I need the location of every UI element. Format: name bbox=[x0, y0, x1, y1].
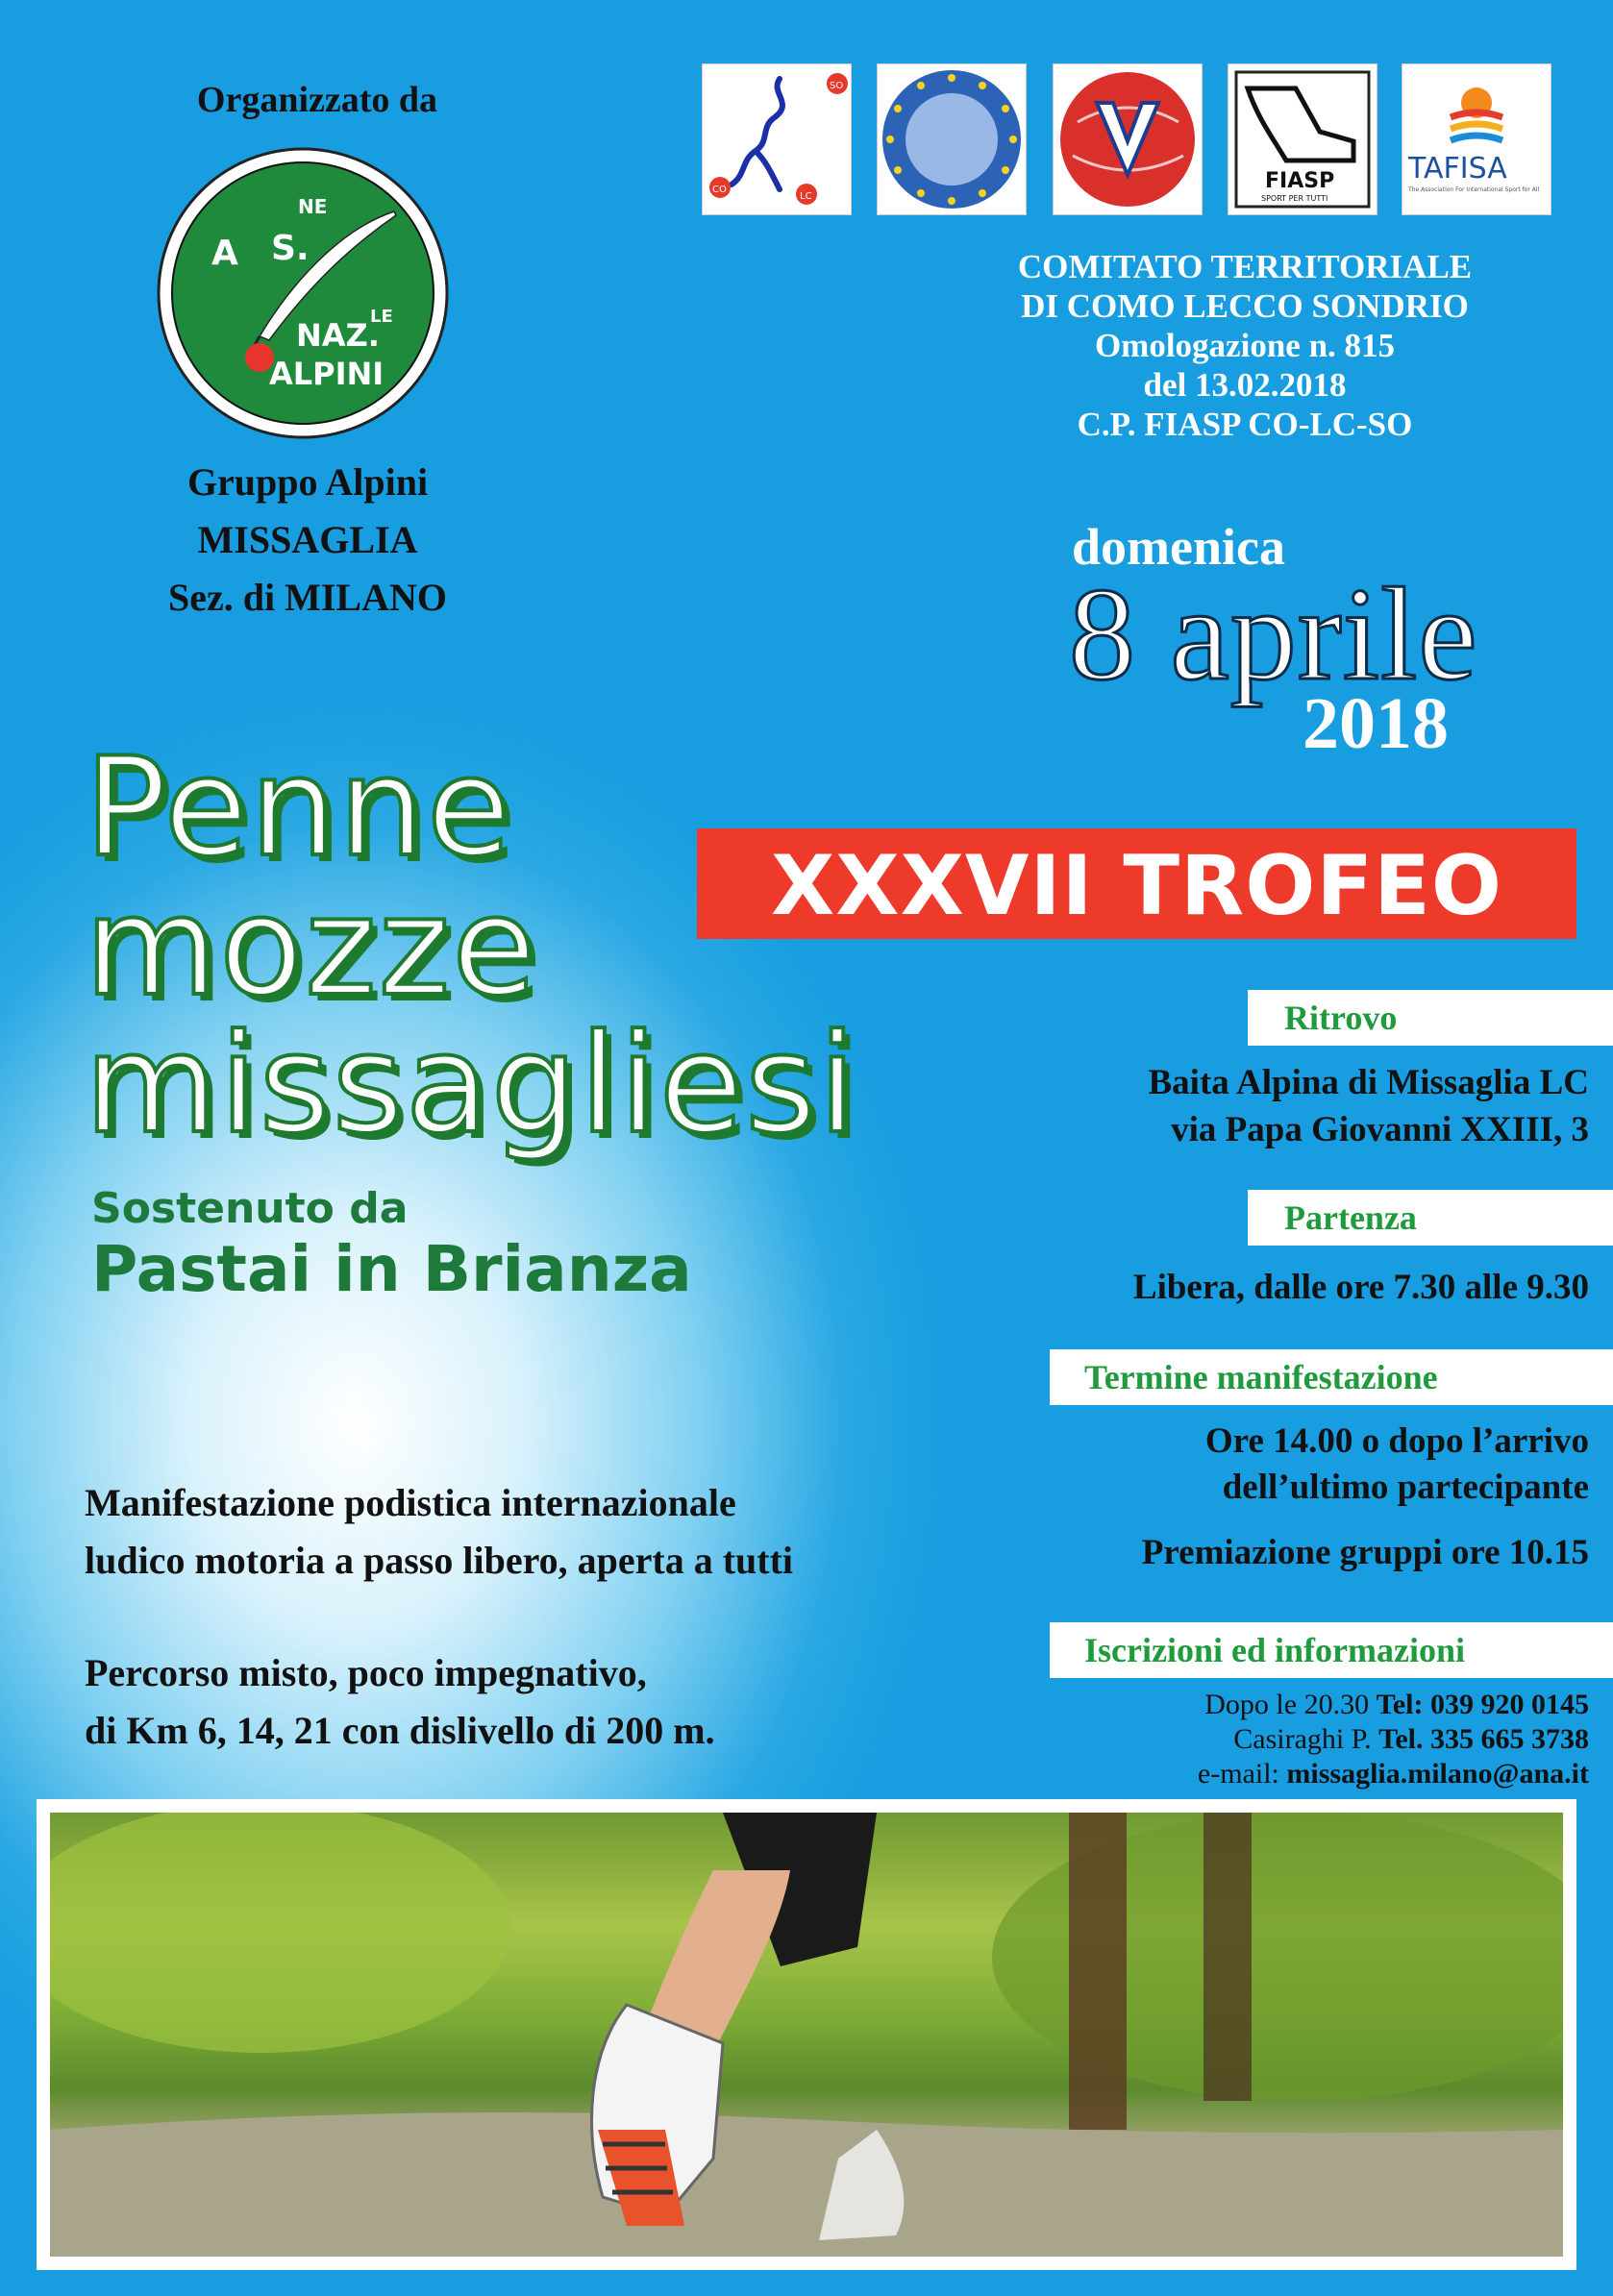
committee-line-2: DI COMO LECCO SONDRIO bbox=[1021, 287, 1469, 325]
title-line-2: mozze bbox=[85, 868, 538, 1026]
svg-text:LE: LE bbox=[370, 307, 393, 327]
sponsor-label: Sostenuto da bbox=[91, 1184, 409, 1233]
partenza-label: Partenza bbox=[1284, 1198, 1417, 1237]
termine-line-2: dell’ultimo partecipante bbox=[1222, 1468, 1589, 1507]
svg-text:FIASP: FIASP bbox=[1265, 169, 1335, 193]
ritrovo-label: Ritrovo bbox=[1284, 999, 1398, 1037]
sponsor-name: Pastai in Brianza bbox=[91, 1232, 692, 1306]
ivv-logo bbox=[1053, 63, 1203, 215]
description-line-1: Manifestazione podistica internazionale bbox=[85, 1481, 736, 1524]
svg-text:LC: LC bbox=[800, 191, 812, 202]
group-name: Gruppo Alpini bbox=[186, 460, 429, 504]
svg-text:CO: CO bbox=[712, 185, 727, 195]
svg-text:SPORT PER TUTTI: SPORT PER TUTTI bbox=[1261, 194, 1328, 203]
committee-line-3: Omologazione n. 815 bbox=[1094, 327, 1396, 364]
description-line-2: ludico motoria a passo libero, aperta a tutti bbox=[85, 1539, 794, 1582]
ritrovo-line-2: via Papa Giovanni XXIII, 3 bbox=[1171, 1110, 1589, 1149]
group-section: Sez. di MILANO bbox=[168, 576, 447, 619]
ivv-europe-icon bbox=[878, 64, 1026, 214]
svg-text:SO: SO bbox=[830, 81, 844, 91]
termine-label: Termine manifestazione bbox=[1084, 1358, 1438, 1396]
tafisa-logo bbox=[1402, 63, 1551, 215]
title-line-1: Penne bbox=[85, 728, 513, 887]
ritrovo-label-box bbox=[1248, 990, 1613, 1046]
svg-text:TAFISA: TAFISA bbox=[1408, 152, 1507, 185]
fiasp-icon bbox=[1228, 64, 1377, 214]
contact-email[interactable]: e-mail: missaglia.milano@ana.it bbox=[1197, 1758, 1589, 1790]
ivv-globe-icon bbox=[1054, 64, 1202, 214]
event-year: 2018 bbox=[1303, 683, 1449, 764]
ivv-europe-logo bbox=[877, 63, 1027, 215]
contact-line-2: Casiraghi P. Tel. 335 665 3738 bbox=[1233, 1723, 1589, 1755]
group-town: MISSAGLIA bbox=[197, 518, 418, 561]
organized-by-label: Organizzato da bbox=[196, 80, 438, 120]
svg-text:NE: NE bbox=[298, 195, 328, 218]
fiasp-logo bbox=[1228, 63, 1377, 215]
termine-line-1: Ore 14.00 o dopo l’arrivo bbox=[1204, 1421, 1589, 1461]
contact-line-1: Dopo le 20.30 Tel: 039 920 0145 bbox=[1204, 1689, 1589, 1720]
route-line-1: Percorso misto, poco impegnativo, bbox=[85, 1651, 647, 1694]
event-date: 8 aprile bbox=[1069, 560, 1478, 707]
lake-map-icon bbox=[703, 64, 851, 214]
premiazione-text: Premiazione gruppi ore 10.15 bbox=[1141, 1533, 1589, 1572]
ritrovo-line-1: Baita Alpina di Missaglia LC bbox=[1148, 1063, 1589, 1102]
committee-line-1: COMITATO TERRITORIALE bbox=[1017, 248, 1473, 285]
trofeo-title: XXXVII TROFEO bbox=[770, 838, 1502, 934]
iscrizioni-label: Iscrizioni ed informazioni bbox=[1084, 1631, 1465, 1669]
ana-logo bbox=[154, 144, 452, 442]
termine-label-box bbox=[1050, 1349, 1613, 1405]
committee-line-5: C.P. FIASP CO-LC-SO bbox=[1077, 406, 1413, 443]
como-lecco-sondrio-logo bbox=[702, 63, 852, 215]
event-weekday: domenica bbox=[1072, 518, 1285, 576]
committee-line-4: del 13.02.2018 bbox=[1143, 366, 1347, 404]
runner-photo bbox=[50, 1813, 1563, 2257]
svg-text:NAZ.: NAZ. bbox=[296, 317, 380, 354]
svg-text:A: A bbox=[211, 234, 238, 273]
partenza-line-1: Libera, dalle ore 7.30 alle 9.30 bbox=[1132, 1268, 1589, 1307]
route-line-2: di Km 6, 14, 21 con dislivello di 200 m. bbox=[85, 1709, 715, 1752]
iscrizioni-label-box bbox=[1050, 1622, 1613, 1678]
svg-text:S.: S. bbox=[271, 229, 310, 268]
svg-text:The Association For Internatio: The Association For International Sport for All bbox=[1408, 186, 1540, 193]
tafisa-icon bbox=[1402, 64, 1551, 214]
title-line-3: missagliesi bbox=[85, 1005, 858, 1164]
svg-text:ALPINI: ALPINI bbox=[269, 356, 385, 392]
partenza-label-box bbox=[1248, 1190, 1613, 1246]
